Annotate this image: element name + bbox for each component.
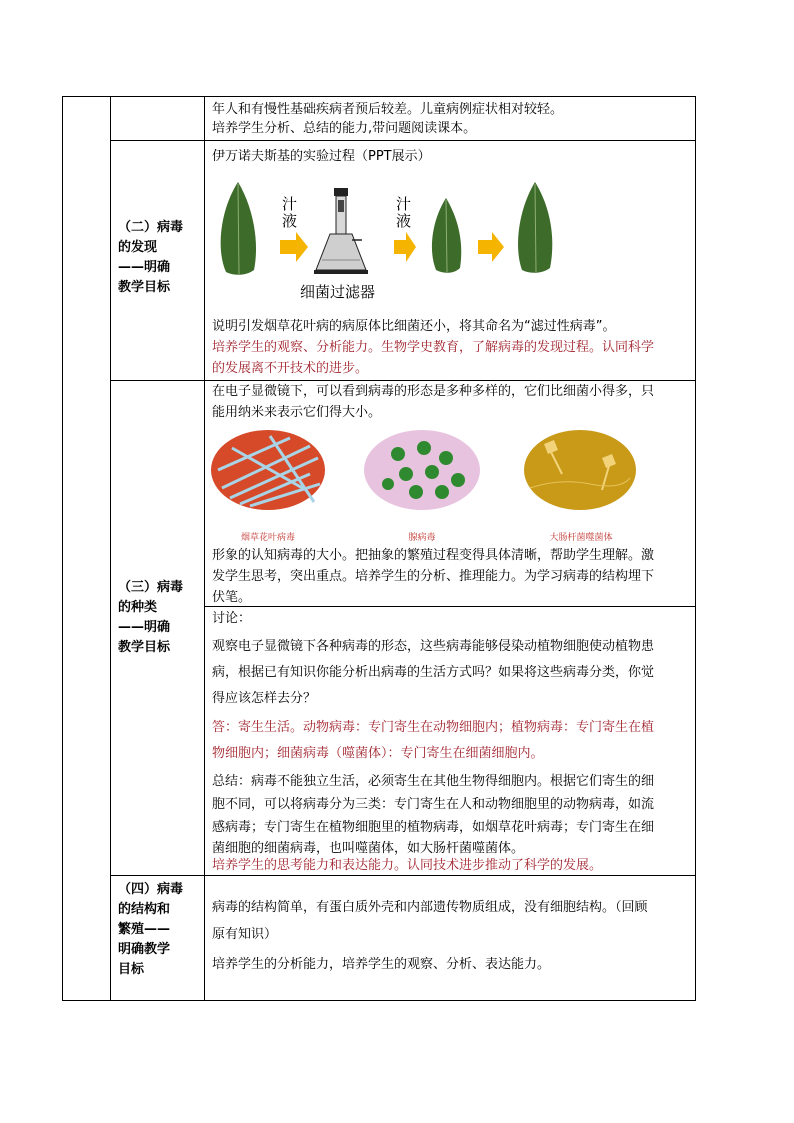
caption-adenovirus: 腺病毒 bbox=[408, 533, 436, 543]
leaf-icon-2 bbox=[432, 198, 461, 273]
leaf-icon-1 bbox=[221, 182, 256, 275]
table-right-border bbox=[695, 96, 696, 1001]
discussion-label: 讨论： bbox=[212, 611, 252, 626]
discussion-line2: 病，根据已有知识你能分析出病毒的生活方式吗？如果将这些病毒分类，你觉 bbox=[212, 665, 655, 680]
table-bottom-border bbox=[62, 1000, 696, 1001]
summary-line1: 总结：病毒不能独立生活，必须寄生在其他生物得细胞内。根据它们寄生的细 bbox=[212, 774, 655, 789]
experiment-figure bbox=[212, 170, 572, 310]
section-3-intro-line1: 在电子显微镜下，可以看到病毒的形态是多种多样的，它们比细菌小得多，只 bbox=[212, 384, 655, 399]
phage-image bbox=[524, 430, 636, 510]
adenovirus-image bbox=[364, 430, 480, 510]
filter-label: 细菌过滤器 bbox=[300, 283, 376, 301]
row-divider-3 bbox=[204, 606, 696, 607]
table-col-divider-2 bbox=[204, 96, 205, 1001]
juice-label-1: 汁液 bbox=[282, 195, 298, 230]
arrow-icon-3 bbox=[478, 232, 504, 262]
caption-tmv: 烟草花叶病毒 bbox=[240, 533, 295, 543]
section-3-p1-line3: 伏笔。 bbox=[212, 590, 252, 605]
section-4-p1-line1: 病毒的结构简单，有蛋白质外壳和内部遗传物质组成，没有细胞结构。（回顾 bbox=[212, 900, 648, 915]
discussion-line1: 观察电子显微镜下各种病毒的形态，这些病毒能够侵染动植物细胞使动植物患 bbox=[212, 639, 655, 654]
section-3-p1-line1: 形象的认知病毒的大小。把抽象的繁殖过程变得具体清晰，帮助学生理解。激 bbox=[212, 548, 655, 563]
discussion-line3: 得应该怎样去分？ bbox=[212, 691, 317, 706]
section-4-p1-line2: 原有知识） bbox=[212, 927, 278, 942]
summary-line4: 菌细胞的细菌病毒，也叫噬菌体，如大肠杆菌噬菌体。 bbox=[212, 841, 525, 856]
section-3-goal: 培养学生的思考能力和表达能力。认同技术进步推动了科学的发展。 bbox=[212, 858, 603, 873]
row-divider-1 bbox=[110, 140, 696, 141]
section-3-intro-line2: 能用纳米来表示它们得大小。 bbox=[212, 405, 382, 420]
summary-line2: 胞不同，可以将病毒分为三类：专门寄生在人和动物细胞里的动物病毒，如流 bbox=[212, 797, 655, 812]
leaf-icon-3 bbox=[518, 182, 552, 273]
virus-images bbox=[210, 428, 650, 518]
arrow-icon-2 bbox=[394, 232, 416, 262]
answer-line2: 物细胞内；细菌病毒（噬菌体）：专门寄生在细菌细胞内。 bbox=[212, 746, 544, 761]
section-2-title: （二）病毒 的发现 ——明确 教学目标 bbox=[118, 220, 184, 295]
arrow-icon-1 bbox=[280, 232, 308, 262]
filter-flask-icon bbox=[314, 188, 368, 274]
section-2-p1: 说明引发烟草花叶病的病原体比细菌还小，将其命名为“滤过性病毒”。 bbox=[212, 319, 616, 334]
summary-line3: 感病毒；专门寄生在植物细胞里的植物病毒，如烟草花叶病毒；专门寄生在细 bbox=[212, 820, 655, 835]
section-2-p2-line2: 的发展离不开技术的进步。 bbox=[212, 361, 369, 376]
tmv-image bbox=[211, 430, 325, 510]
juice-label-2: 汁液 bbox=[396, 195, 412, 230]
table-col-divider-1 bbox=[110, 96, 111, 1001]
section-4-title: （四）病毒 的结构和 繁殖—— 明确教学 目标 bbox=[118, 882, 184, 977]
answer-line1: 答：寄生生活。动物病毒：专门寄生在动物细胞内；植物病毒：专门寄生在植 bbox=[212, 720, 655, 735]
row0-line1: 年人和有慢性基础疾病者预后较差。儿童病例症状相对较轻。 bbox=[212, 102, 564, 117]
table-top-border bbox=[62, 96, 696, 97]
row0-line2: 培养学生分析、总结的能力,带问题阅读课本。 bbox=[212, 121, 477, 136]
section-3-title: （三）病毒 的种类 ——明确 教学目标 bbox=[118, 580, 184, 655]
section-3-p1-line2: 发学生思考，突出重点。培养学生的分析、推理能力。为学习病毒的结构埋下 bbox=[212, 569, 655, 584]
section-2-intro: 伊万诺夫斯基的实验过程（PPT展示） bbox=[212, 149, 431, 164]
section-2-p2-line1: 培养学生的观察、分析能力。生物学史教育，了解病毒的发现过程。认同科学 bbox=[212, 340, 655, 355]
section-4-p2: 培养学生的分析能力，培养学生的观察、分析、表达能力。 bbox=[212, 957, 551, 972]
caption-phage: 大肠杆菌噬菌体 bbox=[549, 533, 613, 543]
table-left-border bbox=[62, 96, 63, 1001]
